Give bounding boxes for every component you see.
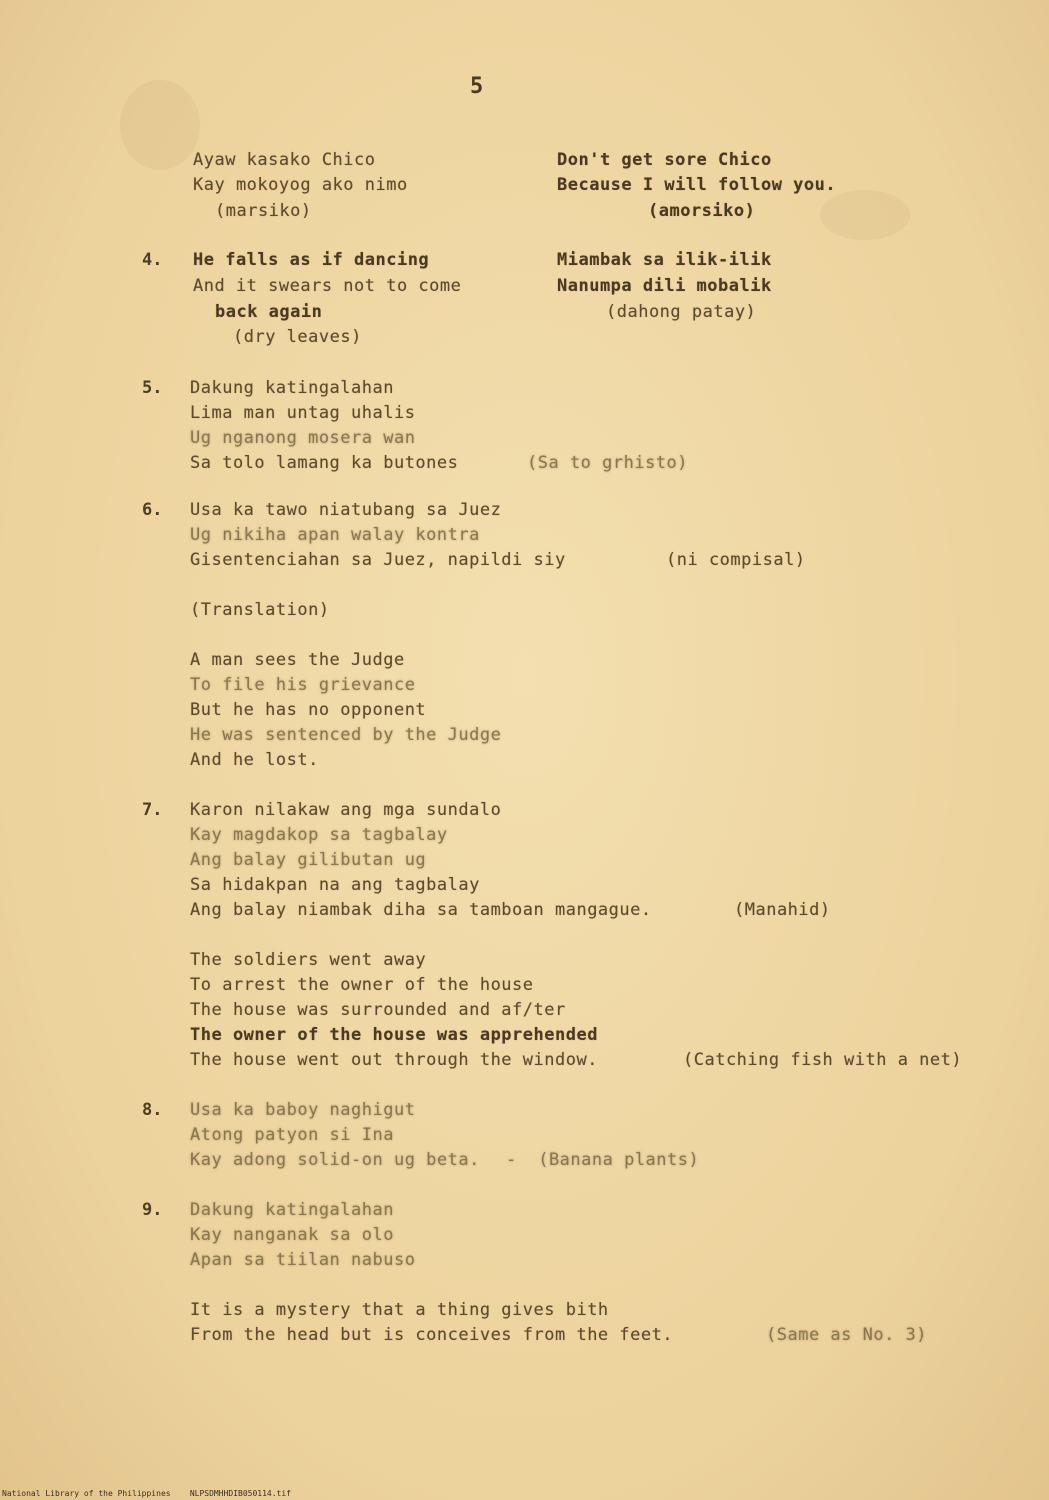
riddle-line: Karon nilakaw ang mga sundalo — [190, 800, 502, 820]
translation-answer: (Catching fish with a net) — [683, 1050, 963, 1070]
riddle-line: Ug nikiha apan walay kontra — [190, 525, 480, 545]
translation-line: And he lost. — [190, 750, 319, 770]
riddle-line: Usa ka tawo niatubang sa Juez — [190, 500, 502, 520]
riddle-line: Kay magdakop sa tagbalay — [190, 825, 448, 845]
paper-stain — [120, 80, 200, 170]
footer-source: National Library of the Philippines — [2, 1489, 171, 1498]
scan-footer — [2, 1489, 291, 1498]
riddle-answer: (ni compisal) — [666, 550, 806, 570]
riddle-line: Dakung katingalahan — [190, 378, 394, 398]
riddle-number: 7. — [142, 800, 163, 820]
riddle-line: Lima man untag uhalis — [190, 403, 416, 423]
translation-label: (Translation) — [190, 600, 330, 620]
riddle-translation-line: Miambak sa ilik-ilik — [557, 250, 772, 270]
riddle-translation-line: Nanumpa dili mobalik — [557, 276, 772, 296]
riddle-line: Ang balay niambak diha sa tamboan mangague. — [190, 900, 652, 920]
riddle-translation-answer: (amorsiko) — [648, 201, 756, 221]
page-number: 5 — [470, 74, 484, 99]
riddle-line: And it swears not to come — [193, 276, 462, 296]
footer-file: NLPSDMHHDIB050114.tif — [189, 1489, 291, 1498]
riddle-line: Apan sa tiilan nabuso — [190, 1250, 416, 1270]
riddle-line: Kay adong solid-on ug beta. — [190, 1150, 480, 1170]
translation-line: To file his grievance — [190, 675, 416, 695]
riddle-translation-line: Don't get sore Chico — [557, 150, 772, 170]
riddle-line: Sa tolo lamang ka butones — [190, 453, 459, 473]
riddle-answer: (Manahid) — [734, 900, 831, 920]
translation-line: It is a mystery that a thing gives bith — [190, 1300, 609, 1320]
riddle-line: Sa hidakpan na ang tagbalay — [190, 875, 480, 895]
riddle-number: 5. — [142, 378, 163, 398]
riddle-line: Kay mokoyog ako nimo — [193, 175, 408, 195]
paper-stain — [820, 190, 910, 240]
riddle-number: 6. — [142, 500, 163, 520]
riddle-number: 8. — [142, 1100, 163, 1120]
translation-line: The soldiers went away — [190, 950, 427, 970]
riddle-translation-answer: (dahong patay) — [606, 302, 757, 322]
riddle-line: Ang balay gilibutan ug — [190, 850, 427, 870]
translation-line: He was sentenced by the Judge — [190, 725, 502, 745]
riddle-number: 4. — [142, 250, 163, 270]
translation-line: The owner of the house was apprehended — [190, 1025, 598, 1045]
riddle-line: Atong patyon si Ina — [190, 1125, 394, 1145]
riddle-answer: - (Banana plants) — [506, 1150, 700, 1170]
riddle-answer: (dry leaves) — [233, 327, 362, 347]
riddle-line: Ayaw kasako Chico — [193, 150, 376, 170]
translation-answer: (Same as No. 3) — [766, 1325, 928, 1345]
translation-line: A man sees the Judge — [190, 650, 405, 670]
translation-line: But he has no opponent — [190, 700, 427, 720]
riddle-translation-line: Because I will follow you. — [557, 175, 837, 195]
riddle-answer: (Sa to grhisto) — [527, 453, 689, 473]
riddle-line: Gisentenciahan sa Juez, napildi siy — [190, 550, 566, 570]
translation-line: From the head but is conceives from the feet. — [190, 1325, 674, 1345]
riddle-number: 9. — [142, 1200, 163, 1220]
riddle-line: Ug nganong mosera wan — [190, 428, 416, 448]
riddle-answer: (marsiko) — [215, 201, 312, 221]
riddle-line: He falls as if dancing — [193, 250, 430, 270]
riddle-line: back again — [215, 302, 323, 322]
translation-line: The house was surrounded and af/ter — [190, 1000, 566, 1020]
riddle-line: Kay nanganak sa olo — [190, 1225, 394, 1245]
translation-line: The house went out through the window. — [190, 1050, 598, 1070]
riddle-line: Usa ka baboy naghigut — [190, 1100, 416, 1120]
riddle-line: Dakung katingalahan — [190, 1200, 394, 1220]
translation-line: To arrest the owner of the house — [190, 975, 534, 995]
